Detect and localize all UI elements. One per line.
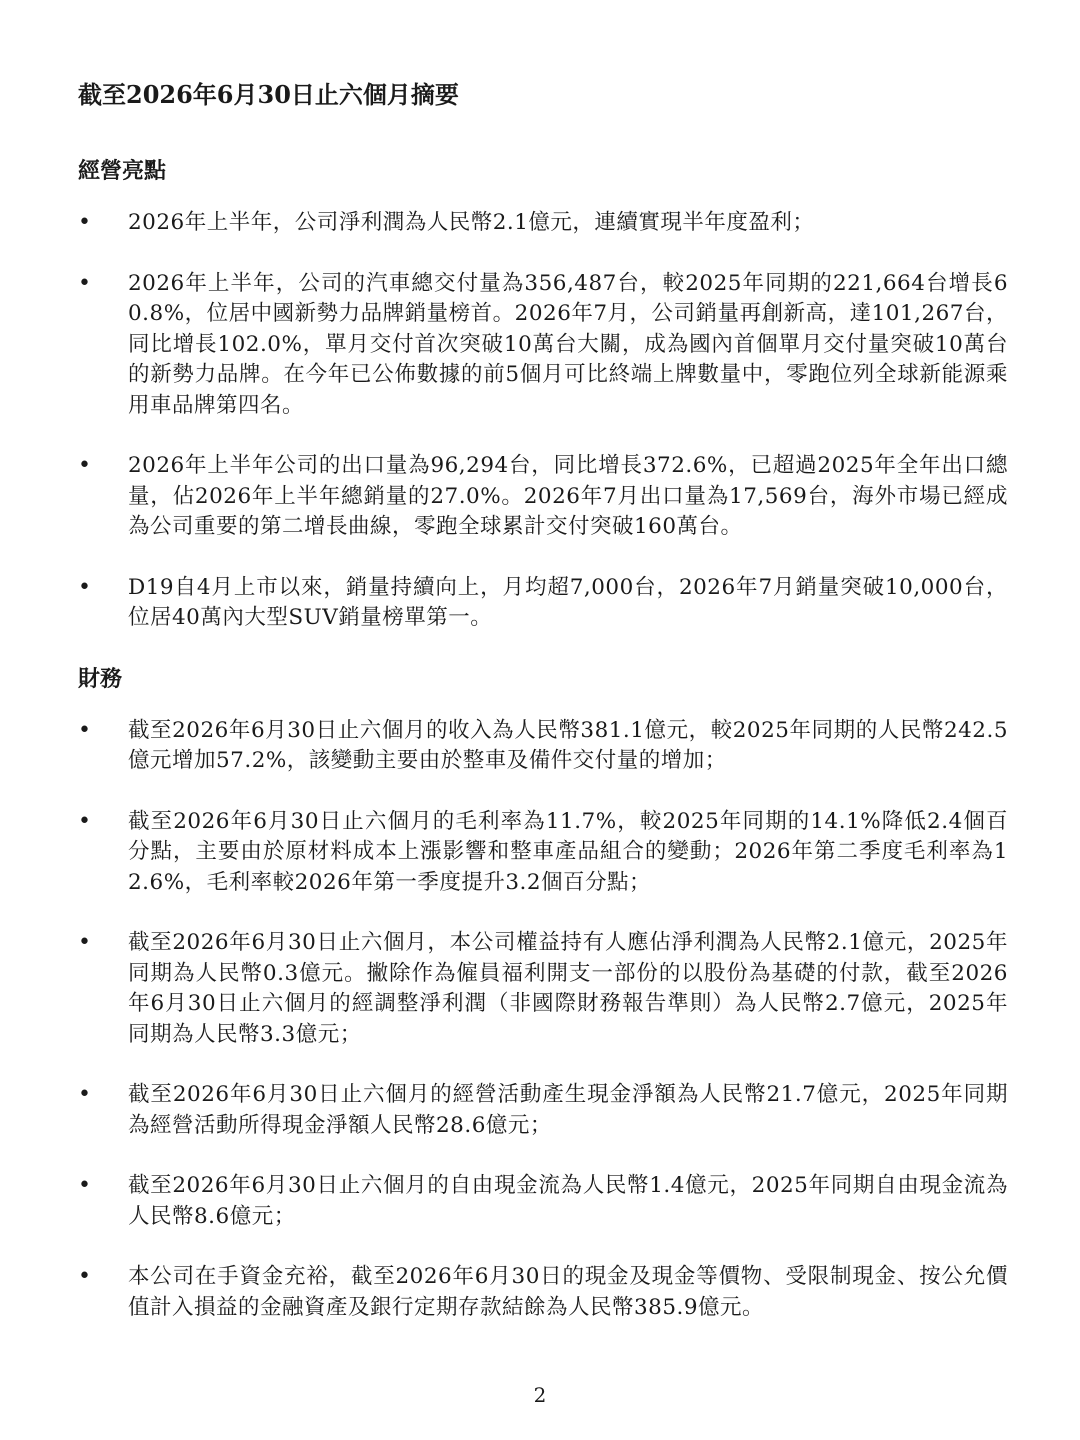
list-item-text: 截至2026年6月30日止六個月的自由現金流為人民幣1.4億元，2025年同期自由現金流為人民幣8.6億元； xyxy=(128,1173,1008,1229)
list-item xyxy=(78,1171,1008,1232)
list-item-text: 截至2026年6月30日止六個月，本公司權益持有人應佔淨利潤為人民幣2.1億元，2025年同期為人民幣0.3億元。撇除作為僱員福利開支一部份的以股份為基礎的付款，截至2026年6月30日止六個月的經調整淨利潤（非國際財務報告準則）為人民幣2.7億元，2025年同期為人民幣3.3億元； xyxy=(128,930,1008,1047)
list-item-text: 2026年上半年，公司淨利潤為人民幣2.1億元，連續實現半年度盈利； xyxy=(128,210,815,235)
section-heading-finance: 財務 xyxy=(78,665,123,692)
bullet-icon: • xyxy=(78,1082,91,1107)
list-item-text: D19自4月上市以來，銷量持續向上，月均超7,000台，2026年7月銷量突破10,000台，位居40萬內大型SUV銷量榜單第一。 xyxy=(128,574,1008,630)
list-item xyxy=(78,451,1008,543)
page-number: 2 xyxy=(533,1383,547,1407)
list-item xyxy=(78,573,1008,634)
bullet-icon: • xyxy=(78,210,91,235)
list-item xyxy=(78,208,1008,239)
list-item-text: 本公司在手資金充裕，截至2026年6月30日的現金及現金等價物、受限制現金、按公允價值計入損益的金融資產及銀行定期存款結餘為人民幣385.9億元。 xyxy=(128,1264,1008,1320)
section-heading-operating-highlights: 經營亮點 xyxy=(78,158,167,184)
finance-list xyxy=(78,716,1008,1324)
document-page xyxy=(78,78,1008,1353)
list-item xyxy=(78,1262,1008,1323)
bullet-icon: • xyxy=(78,808,91,834)
bullet-icon: • xyxy=(78,1264,91,1289)
bullet-icon: • xyxy=(78,270,91,296)
list-item-text: 截至2026年6月30日止六個月的毛利率為11.7%，較2025年同期的14.1%降低2.4個百分點，主要由於原材料成本上漲影響和整車產品組合的變動；2026年第二季度毛利率為12.6%，毛利率較2026年第一季度提升3.2個百分點； xyxy=(128,808,1008,895)
bullet-icon: • xyxy=(78,574,91,600)
list-item-text: 2026年上半年公司的出口量為96,294台，同比增長372.6%，已超過2025年全年出口總量，佔2026年上半年總銷量的27.0%。2026年7月出口量為17,569台，海外市場已經成為公司重要的第二增長曲線，零跑全球累計交付突破160萬台。 xyxy=(128,453,1008,539)
list-item xyxy=(78,269,1008,422)
bullet-icon: • xyxy=(78,453,91,478)
list-item xyxy=(78,716,1008,777)
operating-highlights-list xyxy=(78,208,1008,634)
bullet-icon: • xyxy=(78,930,91,955)
list-item-text: 2026年上半年，公司的汽車總交付量為356,487台，較2025年同期的221,664台增長60.8%，位居中國新勢力品牌銷量榜首。2026年7月，公司銷量再創新高，達101,267台，同比增長102.0%，單月交付首次突破10萬台大關，成為國內首個單月交付量突破10萬台的新勢力品牌。在今年已公佈數據的前5個月可比終端上牌數量中，零跑位列全球新能源乘用車品牌第四名。 xyxy=(128,270,1008,418)
document-title: 截至2026年6月30日止六個月摘要 xyxy=(78,80,459,109)
list-item xyxy=(78,928,1008,1050)
list-item-text: 截至2026年6月30日止六個月的經營活動產生現金淨額為人民幣21.7億元，2025年同期為經營活動所得現金淨額人民幣28.6億元； xyxy=(128,1082,1008,1138)
bullet-icon: • xyxy=(78,1173,91,1198)
bullet-icon: • xyxy=(78,717,91,743)
list-item xyxy=(78,807,1008,899)
list-item-text: 截至2026年6月30日止六個月的收入為人民幣381.1億元，較2025年同期的人民幣242.5億元增加57.2%，該變動主要由於整車及備件交付量的增加； xyxy=(128,717,1008,773)
list-item xyxy=(78,1080,1008,1141)
